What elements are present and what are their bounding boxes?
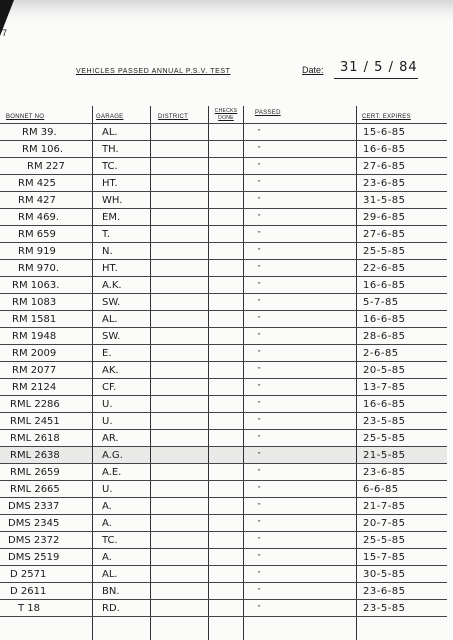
row-rule [0, 208, 447, 209]
row-rule [0, 412, 447, 413]
cert-expiry-date: 13-7-85 [363, 382, 406, 393]
fleet-number: RM 659 [18, 229, 56, 240]
garage-code: A.E. [102, 467, 122, 478]
fleet-number: RM 469. [18, 212, 60, 223]
row-rule [0, 446, 447, 447]
table-row [0, 430, 447, 447]
row-rule [0, 565, 447, 566]
cert-expiry-date: 16-6-85 [363, 280, 406, 291]
cert-expiry-date: 25-5-85 [363, 433, 406, 444]
table-row [0, 396, 447, 413]
passed-ditto-mark: " [258, 350, 261, 357]
cert-expiry-date: 16-6-85 [363, 144, 406, 155]
passed-ditto-mark: " [258, 214, 261, 221]
passed-ditto-mark: " [258, 537, 261, 544]
passed-ditto-mark: " [258, 384, 261, 391]
garage-code: U. [102, 416, 113, 427]
row-rule [0, 378, 447, 379]
col-head-cert: CERT. EXPIRES [362, 114, 411, 120]
row-rule [0, 599, 447, 600]
row-rule [0, 293, 447, 294]
cert-expiry-date: 29-6-85 [363, 212, 406, 223]
garage-code: N. [102, 246, 113, 257]
fleet-number: DMS 2519 [8, 552, 60, 563]
garage-code: A. [102, 552, 112, 563]
row-rule [0, 259, 447, 260]
garage-code: T. [102, 229, 111, 240]
garage-code: A. [102, 501, 112, 512]
cert-expiry-date: 27-6-85 [363, 229, 406, 240]
passed-ditto-mark: " [258, 486, 261, 493]
cert-expiry-date: 27-6-85 [363, 161, 406, 172]
passed-ditto-mark: " [258, 299, 261, 306]
table-row [0, 464, 447, 481]
row-rule [0, 497, 447, 498]
fleet-number: RM 919 [18, 246, 56, 257]
row-rule [0, 174, 447, 175]
cert-expiry-date: 16-6-85 [363, 399, 406, 410]
garage-code: WH. [102, 195, 123, 206]
table-row [0, 311, 447, 328]
cert-expiry-date: 31-5-85 [363, 195, 406, 206]
fleet-number: D 2611 [10, 586, 47, 597]
garage-code: SW. [102, 331, 121, 342]
sheet-title: VEHICLES PASSED ANNUAL P.S.V. TEST [76, 68, 231, 75]
passed-ditto-mark: " [258, 520, 261, 527]
fleet-number: D 2571 [10, 569, 47, 580]
fleet-number: RM 425 [18, 178, 56, 189]
garage-code: U. [102, 484, 113, 495]
fleet-number: RML 2451 [10, 416, 60, 427]
cert-expiry-date: 23-6-85 [363, 467, 406, 478]
table-row [0, 124, 447, 141]
passed-ditto-mark: " [258, 146, 261, 153]
cert-expiry-date: 16-6-85 [363, 314, 406, 325]
passed-ditto-mark: " [258, 401, 261, 408]
cert-expiry-date: 20-5-85 [363, 365, 406, 376]
passed-ditto-mark: " [258, 605, 261, 612]
table-row [0, 175, 447, 192]
fleet-number: DMS 2372 [8, 535, 60, 546]
table-row [0, 498, 447, 515]
passed-ditto-mark: " [258, 316, 261, 323]
passed-ditto-mark: " [258, 367, 261, 374]
table-row [0, 379, 447, 396]
garage-code: A.G. [102, 450, 123, 461]
cert-expiry-date: 15-7-85 [363, 552, 406, 563]
table-row [0, 515, 447, 532]
table-row [0, 566, 447, 583]
fleet-number: RM 2077 [12, 365, 57, 376]
row-rule [0, 242, 447, 243]
row-rule [0, 616, 447, 617]
fleet-number: RM 970. [18, 263, 60, 274]
table-row [0, 583, 447, 600]
passed-ditto-mark: " [258, 418, 261, 425]
garage-code: AL. [102, 314, 118, 325]
table-row [0, 158, 447, 175]
garage-code: E. [102, 348, 112, 359]
cert-expiry-date: 23-5-85 [363, 416, 406, 427]
cert-expiry-date: 20-7-85 [363, 518, 406, 529]
passed-ditto-mark: " [258, 231, 261, 238]
cert-expiry-date: 30-5-85 [363, 569, 406, 580]
garage-code: TC. [102, 161, 118, 172]
row-rule [0, 276, 447, 277]
passed-ditto-mark: " [258, 588, 261, 595]
cert-expiry-date: 15-6-85 [363, 127, 406, 138]
row-rule [0, 157, 447, 158]
garage-code: EM. [102, 212, 121, 223]
passed-ditto-mark: " [258, 333, 261, 340]
passed-ditto-mark: " [258, 265, 261, 272]
margin-number: 7 [2, 28, 8, 38]
passed-ditto-mark: " [258, 452, 261, 459]
fleet-number: RM 1581 [12, 314, 57, 325]
row-rule [0, 480, 447, 481]
row-rule [0, 582, 447, 583]
col-head-district: DISTRICT [158, 114, 189, 120]
table-row [0, 328, 447, 345]
table-row [0, 260, 447, 277]
passed-ditto-mark: " [258, 282, 261, 289]
table-row [0, 481, 447, 498]
col-head-passed: PASSED [255, 110, 281, 116]
row-rule [0, 361, 447, 362]
garage-code: CF. [102, 382, 117, 393]
fleet-number: RM 1083 [12, 297, 57, 308]
fleet-number: RM 427 [18, 195, 56, 206]
fleet-number: RML 2618 [10, 433, 60, 444]
table-row [0, 413, 447, 430]
table-row [0, 345, 447, 362]
table-row [0, 532, 447, 549]
garage-code: SW. [102, 297, 121, 308]
table-row [0, 277, 447, 294]
passed-ditto-mark: " [258, 163, 261, 170]
fleet-number: RM 106. [22, 144, 64, 155]
col-head-checks: CHECKS DONE [214, 108, 238, 121]
garage-code: HT. [102, 263, 118, 274]
passed-ditto-mark: " [258, 503, 261, 510]
cert-expiry-date: 5-7-85 [363, 297, 399, 308]
fleet-number: RM 2124 [12, 382, 57, 393]
passed-ditto-mark: " [258, 554, 261, 561]
garage-code: BN. [102, 586, 120, 597]
row-rule [0, 548, 447, 549]
cert-expiry-date: 21-5-85 [363, 450, 406, 461]
fleet-number: RM 1063. [12, 280, 60, 291]
cert-expiry-date: 25-5-85 [363, 535, 406, 546]
row-rule [0, 429, 447, 430]
garage-code: AR. [102, 433, 119, 444]
fleet-number: RM 39. [22, 127, 57, 138]
date-underline [334, 78, 418, 79]
col-head-garage: GARAGE [96, 114, 124, 120]
fleet-number: RM 227 [27, 161, 65, 172]
table-row [0, 447, 447, 464]
fleet-number: RML 2659 [10, 467, 60, 478]
row-rule [0, 310, 447, 311]
fleet-number: DMS 2337 [8, 501, 60, 512]
cert-expiry-date: 23-5-85 [363, 603, 406, 614]
cert-expiry-date: 23-6-85 [363, 586, 406, 597]
passed-ditto-mark: " [258, 197, 261, 204]
table-row [0, 209, 447, 226]
table-row [0, 549, 447, 566]
table-row [0, 362, 447, 379]
passed-ditto-mark: " [258, 571, 261, 578]
cert-expiry-date: 21-7-85 [363, 501, 406, 512]
fleet-number: T 18 [18, 603, 41, 614]
scan-top-strip [0, 0, 453, 22]
fleet-number: DMS 2345 [8, 518, 60, 529]
passed-ditto-mark: " [258, 180, 261, 187]
garage-code: A. [102, 518, 112, 529]
garage-code: TC. [102, 535, 118, 546]
row-rule [0, 140, 447, 141]
row-rule [0, 514, 447, 515]
row-rule [0, 395, 447, 396]
fleet-number: RM 2009 [12, 348, 57, 359]
cert-expiry-date: 28-6-85 [363, 331, 406, 342]
fleet-number: RML 2638 [10, 450, 60, 461]
fleet-number: RM 1948 [12, 331, 57, 342]
cert-expiry-date: 23-6-85 [363, 178, 406, 189]
garage-code: A.K. [102, 280, 122, 291]
col-head-fleet: BONNET NO [6, 114, 45, 120]
row-rule [0, 531, 447, 532]
garage-code: RD. [102, 603, 120, 614]
table-row [0, 226, 447, 243]
garage-code: AL. [102, 569, 118, 580]
fleet-number: RML 2286 [10, 399, 60, 410]
vehicle-table [0, 106, 447, 640]
row-rule [0, 225, 447, 226]
table-row [0, 600, 447, 617]
passed-ditto-mark: " [258, 129, 261, 136]
row-rule [0, 191, 447, 192]
cert-expiry-date: 25-5-85 [363, 246, 406, 257]
date-value: 31 / 5 / 84 [340, 60, 418, 75]
garage-code: U. [102, 399, 113, 410]
date-label: Date: [302, 65, 324, 75]
cert-expiry-date: 6-6-85 [363, 484, 399, 495]
cert-expiry-date: 22-6-85 [363, 263, 406, 274]
passed-ditto-mark: " [258, 435, 261, 442]
garage-code: HT. [102, 178, 118, 189]
table-row [0, 141, 447, 158]
table-row [0, 294, 447, 311]
garage-code: TH. [102, 144, 119, 155]
row-rule [0, 327, 447, 328]
table-row [0, 243, 447, 260]
table-row [0, 192, 447, 209]
passed-ditto-mark: " [258, 248, 261, 255]
garage-code: AK. [102, 365, 119, 376]
cert-expiry-date: 2-6-85 [363, 348, 399, 359]
header-rule [0, 123, 447, 124]
row-rule [0, 344, 447, 345]
passed-ditto-mark: " [258, 469, 261, 476]
row-rule [0, 463, 447, 464]
fleet-number: RML 2665 [10, 484, 60, 495]
garage-code: AL. [102, 127, 118, 138]
